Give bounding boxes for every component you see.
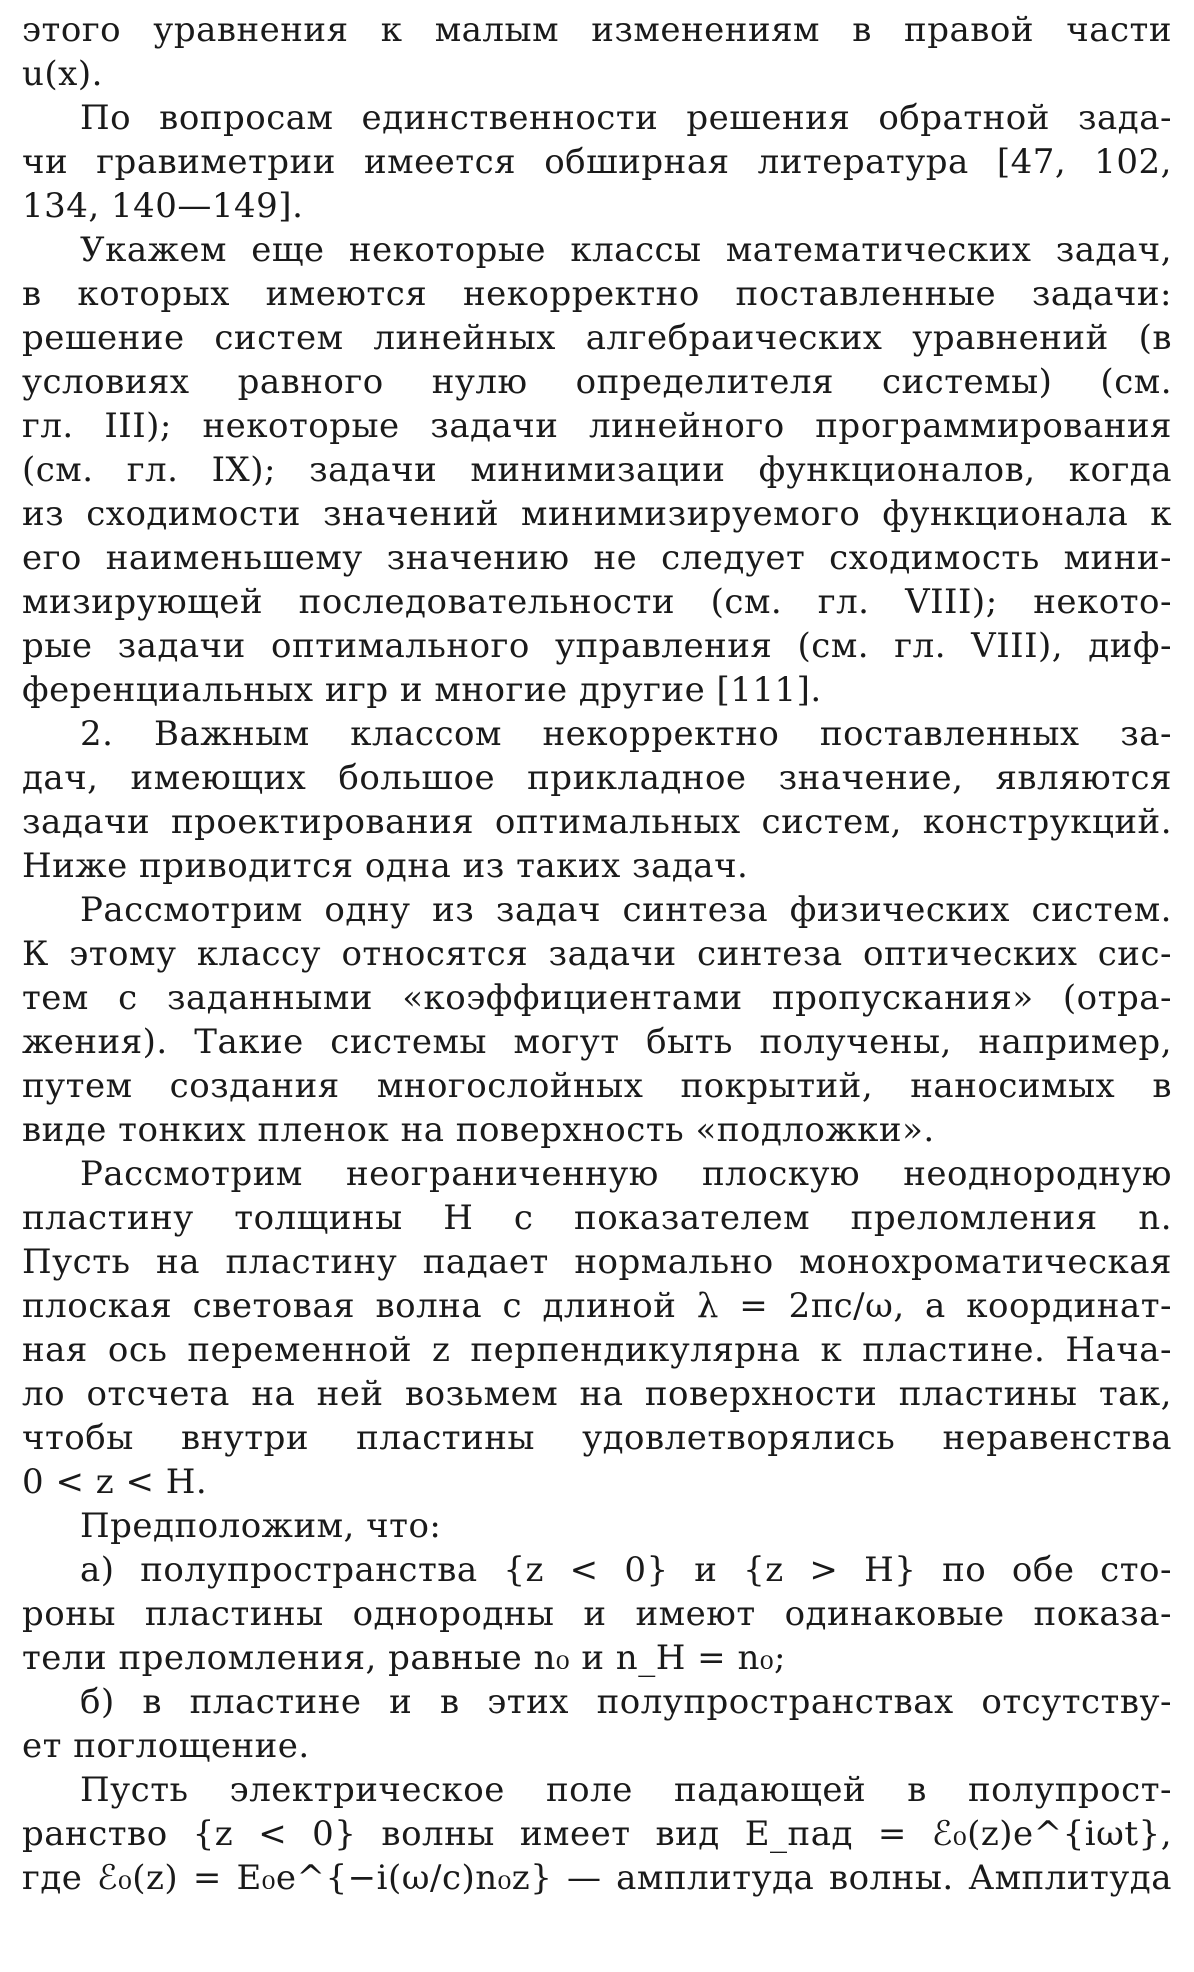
text-line: решение систем линейных алгебраических уравнений (в	[22, 318, 1172, 358]
text-line: гл. III); некоторые задачи линейного программирования	[22, 406, 1172, 446]
text-line: Укажем еще некоторые классы математических задач,	[80, 230, 1172, 270]
text-line: чтобы внутри пластины удовлетворялись неравенства	[22, 1418, 1172, 1458]
text-line: ранство {z < 0} волны имеет вид E_пад = ℰ₀(z)e^{iωt},	[22, 1814, 1172, 1854]
text-line: где ℰ₀(z) = E₀e^{−i(ω/c)n₀z} — амплитуда волны. Амплитуда	[22, 1858, 1172, 1898]
text-line: б) в пластине и в этих полупространствах отсутству-	[80, 1682, 1172, 1722]
text-line: чи гравиметрии имеется обширная литература [47, 102,	[22, 142, 1172, 182]
text-line: задачи проектирования оптимальных систем, конструкций.	[22, 802, 1172, 842]
text-line: роны пластины однородны и имеют одинаковые показа-	[22, 1594, 1172, 1634]
book-page	[22, 8, 1172, 1900]
text-line: ференциальных игр и многие другие [111].	[22, 670, 822, 710]
text-line: 2. Важным классом некорректно поставленных за-	[80, 714, 1172, 754]
text-line: плоская световая волна с длиной λ = 2πc/ω, а координат-	[22, 1286, 1172, 1326]
text-line: этого уравнения к малым изменениям в правой части	[22, 10, 1172, 50]
text-line: По вопросам единственности решения обратной зада-	[80, 98, 1172, 138]
text-line: а) полупространства {z < 0} и {z > H} по обе сто-	[80, 1550, 1172, 1590]
text-line: мизирующей последовательности (см. гл. VIII); некото-	[22, 582, 1172, 622]
text-line: u(x).	[22, 54, 103, 94]
text-line: его наименьшему значению не следует сходимость мини-	[22, 538, 1172, 578]
text-line: в которых имеются некорректно поставленные задачи:	[22, 274, 1172, 314]
text-line: тели преломления, равные n₀ и n_H = n₀;	[22, 1638, 786, 1678]
text-line: Предположим, что:	[80, 1506, 442, 1546]
text-line: Рассмотрим одну из задач синтеза физических систем.	[80, 890, 1172, 930]
text-line: из сходимости значений минимизируемого функционала к	[22, 494, 1172, 534]
text-line: дач, имеющих большое прикладное значение, являются	[22, 758, 1172, 798]
text-line: Пусть на пластину падает нормально монохроматическая	[22, 1242, 1172, 1282]
text-line: (см. гл. IX); задачи минимизации функционалов, когда	[22, 450, 1172, 490]
text-line: пластину толщины H с показателем преломления n.	[22, 1198, 1172, 1238]
text-line: Рассмотрим неограниченную плоскую неоднородную	[80, 1154, 1172, 1194]
text-line: путем создания многослойных покрытий, наносимых в	[22, 1066, 1172, 1106]
text-line: Ниже приводится одна из таких задач.	[22, 846, 749, 886]
text-line: ет поглощение.	[22, 1726, 310, 1766]
text-line: Пусть электрическое поле падающей в полупрост-	[80, 1770, 1172, 1810]
text-line: ло отсчета на ней возьмем на поверхности пластины так,	[22, 1374, 1172, 1414]
text-line: 134, 140—149].	[22, 186, 304, 226]
page-text	[22, 8, 1172, 1900]
text-line: жения). Такие системы могут быть получены, например,	[22, 1022, 1172, 1062]
text-line: условиях равного нулю определителя системы) (см.	[22, 362, 1172, 402]
text-line: К этому классу относятся задачи синтеза оптических сис-	[22, 934, 1172, 974]
text-line: ная ось переменной z перпендикулярна к пластине. Нача-	[22, 1330, 1172, 1370]
text-line: виде тонких пленок на поверхность «подложки».	[22, 1110, 935, 1150]
text-line: 0 < z < H.	[22, 1462, 208, 1502]
text-line: тем с заданными «коэффициентами пропускания» (отра-	[22, 978, 1172, 1018]
text-line: рые задачи оптимального управления (см. гл. VIII), диф-	[22, 626, 1172, 666]
